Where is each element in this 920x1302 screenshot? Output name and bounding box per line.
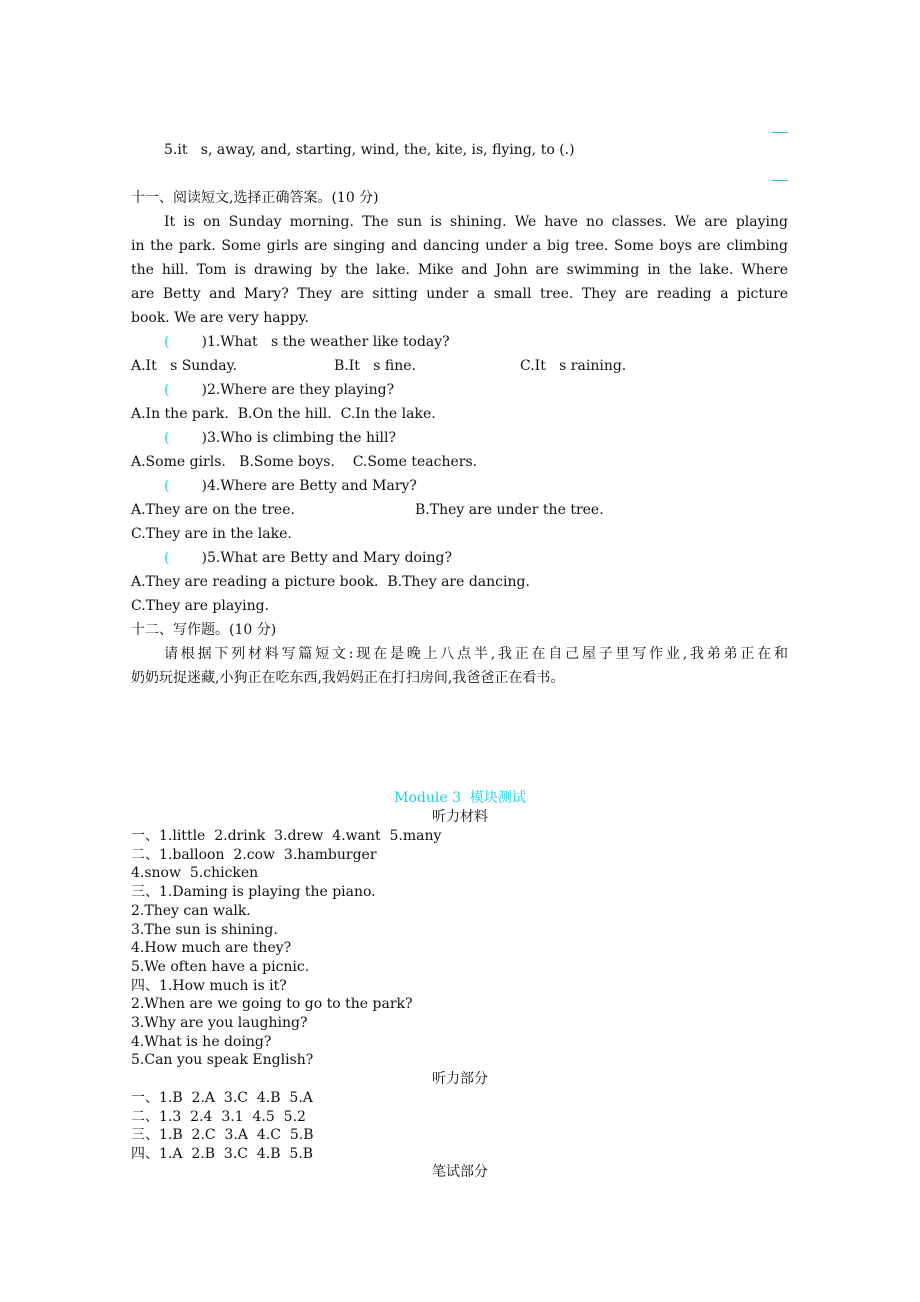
listening-line: 一、1.little 2.drink 3.drew 4.want 5.many (131, 828, 442, 844)
listening-line: 三、1.Daming is playing the piano. (131, 884, 376, 901)
listening-line: 5.We often have a picnic. (131, 958, 310, 975)
answer-paren-close: ) (201, 478, 207, 494)
passage-line: book. We are very happy. (131, 310, 309, 326)
passage-line: the hill. Tom is drawing by the lake. Mike and John are swimming in the lake. Where (131, 262, 788, 278)
answer-paren-close: ) (201, 382, 207, 398)
question-text: 3.Who is climbing the hill? (206, 430, 396, 446)
section-11-title: 十一、阅读短文,选择正确答案。(10 分) (131, 190, 379, 206)
listening-line: 4.How much are they? (131, 940, 292, 957)
question (164, 429, 396, 447)
listening-line: 二、1.balloon 2.cow 3.hamburger (131, 846, 377, 863)
passage-line: It is on Sunday morning. The sun is shining. We have no classes. We are playing (164, 214, 788, 230)
answer-paren-open: ( (164, 478, 170, 494)
listening-line: 2.They can walk. (131, 902, 251, 919)
listening-line: 4.What is he doing? (131, 1033, 272, 1050)
answer-paren-close: ) (201, 550, 207, 566)
question (164, 333, 450, 351)
question-text: 4.Where are Betty and Mary? (206, 478, 417, 494)
question (164, 477, 417, 495)
option: B.It s fine. (334, 358, 416, 374)
option: C.It s raining. (520, 358, 627, 374)
listening-line: 四、1.How much is it? (131, 977, 287, 994)
answer-paren-close: ) (201, 430, 207, 446)
answer-paren-close: ) (201, 334, 207, 350)
passage-line: in the park. Some girls are singing and dancing under a big tree. Some boys are climbing (131, 238, 788, 254)
listening-line: 3.The sun is shining. (131, 921, 278, 938)
option: C.They are playing. (131, 598, 270, 614)
option: C.They are in the lake. (131, 526, 292, 542)
question-text: 5.What are Betty and Mary doing? (206, 550, 452, 566)
answer-line: 二、1.3 2.4 3.1 4.5 5.2 (131, 1108, 306, 1125)
question (164, 549, 452, 567)
question-5: 5.it s, away, and, starting, wind, the, kite, is, flying, to (.) (164, 142, 575, 158)
answer-line: 三、1.B 2.C 3.A 4.C 5.B (131, 1127, 314, 1144)
option: A.They are reading a picture book. B.They are dancing. (131, 574, 530, 590)
answer-line: 四、1.A 2.B 3.C 4.B 5.B (131, 1146, 314, 1163)
module-title: Module 3 模块测试 (394, 790, 526, 806)
listening-line: 2.When are we going to go to the park? (131, 996, 413, 1013)
option: A.It s Sunday. (131, 358, 238, 374)
section-12-title: 十二、写作题。(10 分) (131, 622, 277, 638)
answer-line (772, 132, 788, 133)
answer-line: 一、1.B 2.A 3.C 4.B 5.A (131, 1090, 313, 1106)
option: A.They are on the tree. (131, 502, 295, 518)
listening-line: 5.Can you speak English? (131, 1052, 314, 1069)
answer-line (772, 180, 788, 181)
listening-material-heading: 听力材料 (432, 809, 488, 825)
question-text: 2.Where are they playing? (206, 382, 395, 398)
option: A.In the park. B.On the hill. C.In the lake. (131, 406, 436, 422)
answer-paren-open: ( (164, 550, 170, 566)
answer-paren-open: ( (164, 430, 170, 446)
option: B.They are under the tree. (415, 502, 604, 518)
question-text: 1.What s the weather like today? (206, 334, 450, 350)
writing-prompt: 奶奶玩捉迷藏,小狗正在吃东西,我妈妈正在打扫房间,我爸爸正在看书。 (131, 670, 565, 686)
written-part-heading: 笔试部分 (432, 1164, 488, 1180)
writing-prompt: 请根据下列材料写篇短文:现在是晚上八点半,我正在自己屋子里写作业,我弟弟正在和 (164, 646, 788, 662)
listening-line: 3.Why are you laughing? (131, 1015, 308, 1031)
question (164, 381, 394, 399)
option: A.Some girls. B.Some boys. C.Some teachers. (131, 454, 478, 470)
passage-line: are Betty and Mary? They are sitting under a small tree. They are reading a picture (131, 286, 788, 302)
listening-part-heading: 听力部分 (432, 1071, 488, 1087)
listening-line: 4.snow 5.chicken (131, 865, 259, 882)
answer-paren-open: ( (164, 382, 170, 398)
answer-paren-open: ( (164, 334, 170, 350)
